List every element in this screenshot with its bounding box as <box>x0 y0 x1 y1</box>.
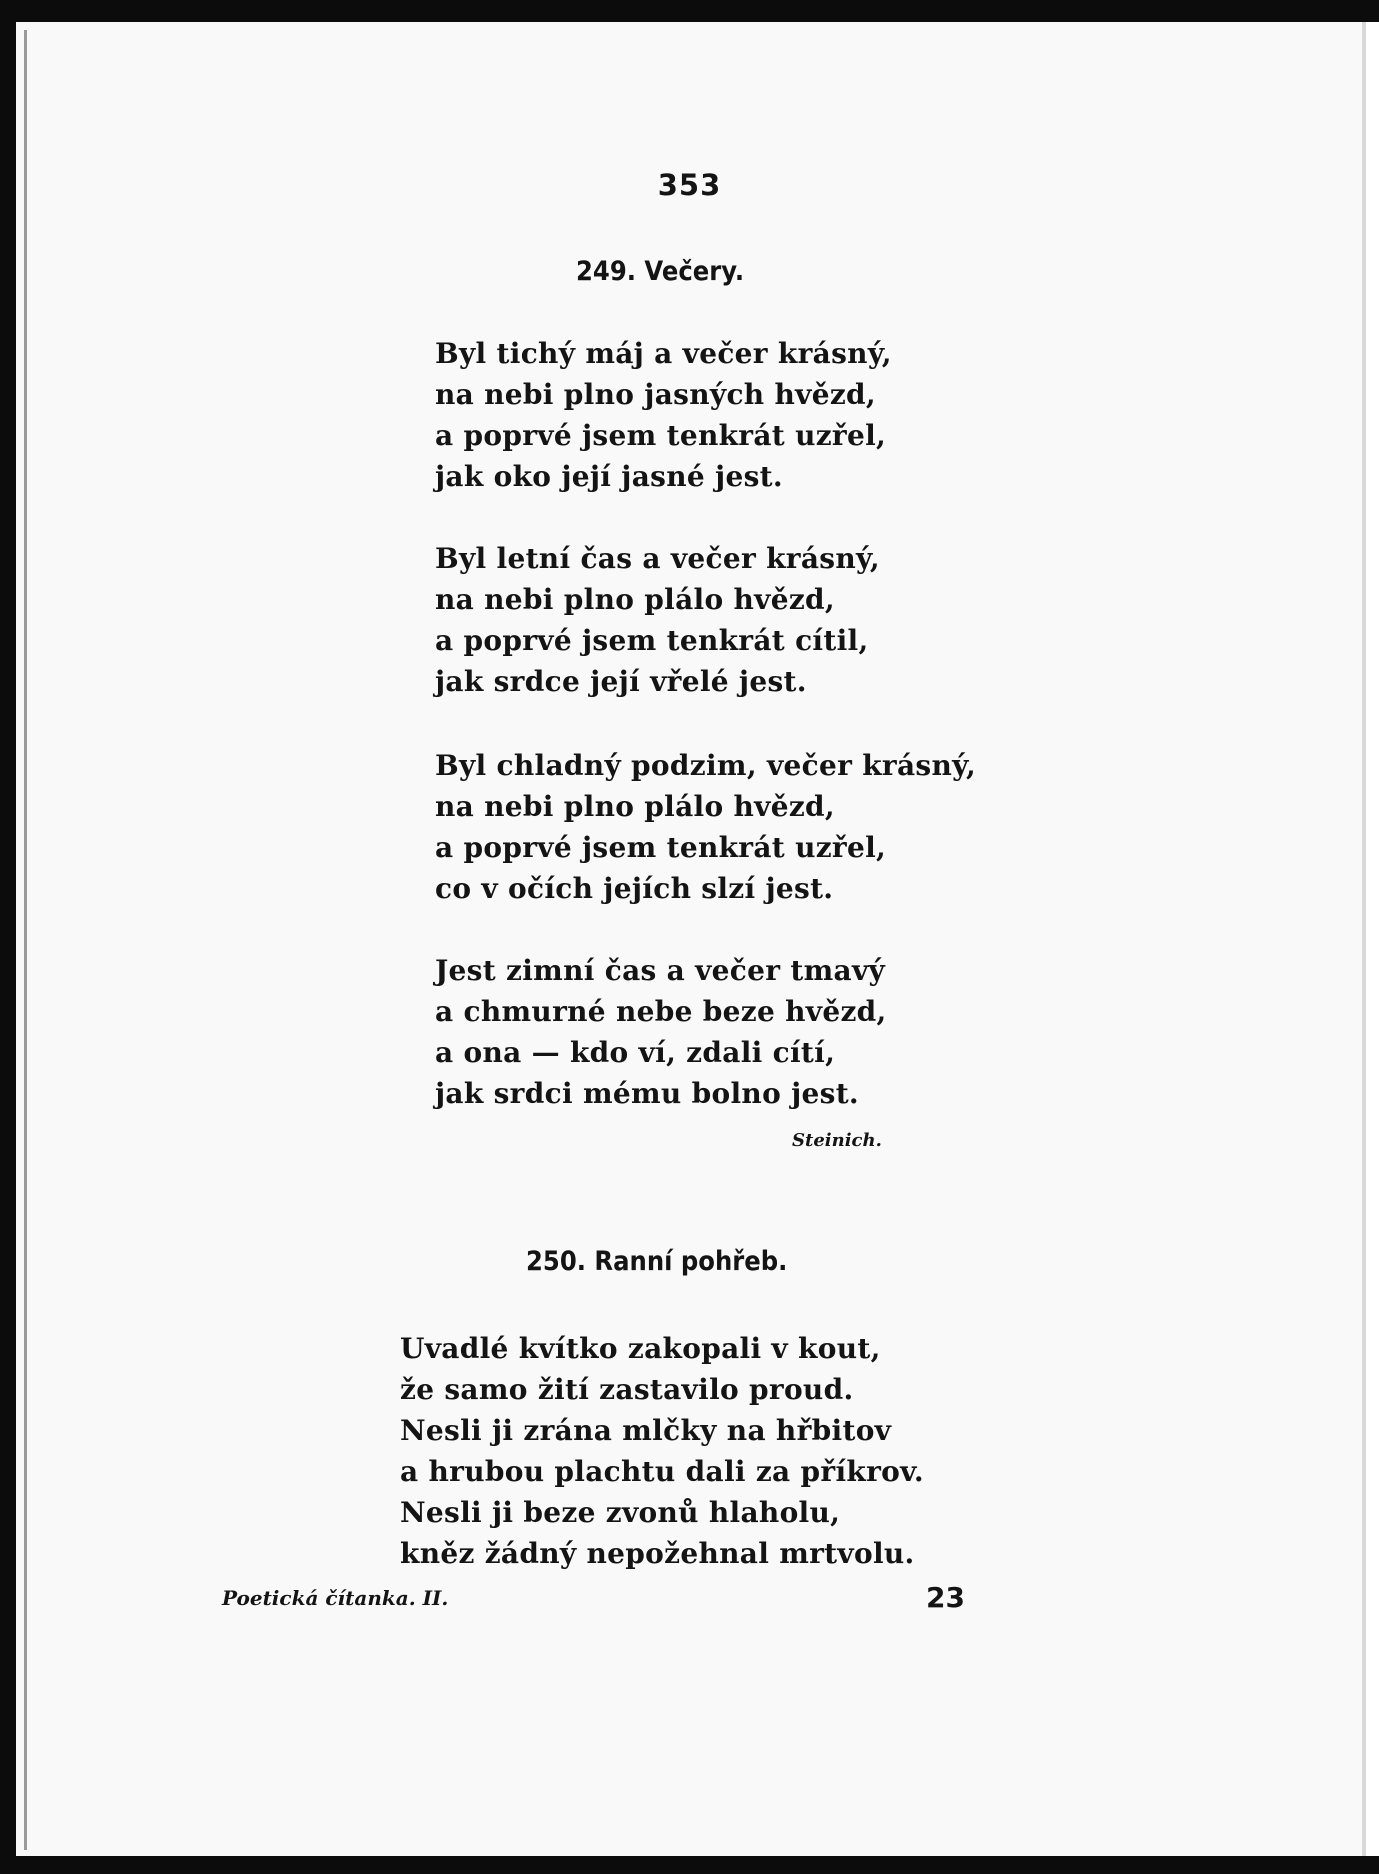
poem-line: Jest zimní čas a večer tmavý <box>435 954 886 987</box>
poem-line: jak oko její jasné jest. <box>435 460 783 493</box>
page-edge-line <box>24 30 27 1850</box>
poem-line: Nesli ji zrána mlčky na hřbitov <box>400 1414 892 1447</box>
poem-line: na nebi plno plálo hvězd, <box>435 790 835 823</box>
page-number: 353 <box>657 168 722 202</box>
poem-title-vecery: 249. Večery. <box>576 256 745 287</box>
poem-line: a chmurné nebe beze hvězd, <box>435 995 887 1028</box>
poem-line: že samo žití zastavilo proud. <box>400 1373 854 1406</box>
poem-line: a poprvé jsem tenkrát uzřel, <box>435 831 887 864</box>
poem-line: na nebi plno jasných hvězd, <box>435 378 876 411</box>
poem-line: na nebi plno plálo hvězd, <box>435 583 835 616</box>
poem-line: Byl chladný podzim, večer krásný, <box>435 749 977 782</box>
poem-line: a ona — kdo ví, zdali cítí, <box>435 1036 836 1069</box>
poem-line: Nesli ji beze zvonů hlaholu, <box>400 1496 841 1529</box>
page-right-edge <box>1362 22 1366 1856</box>
poem-line: a poprvé jsem tenkrát uzřel, <box>435 419 887 452</box>
poem-line: kněz žádný nepožehnal mrtvolu. <box>400 1537 915 1570</box>
poem-line: a hrubou plachtu dali za příkrov. <box>400 1455 924 1488</box>
scan-border-top <box>0 0 1379 22</box>
poem-author: Steinich. <box>792 1130 882 1151</box>
poem-line: Byl tichý máj a večer krásný, <box>435 337 892 370</box>
poem-line: jak srdci mému bolno jest. <box>435 1077 859 1110</box>
poem-line: a poprvé jsem tenkrát cítil, <box>435 624 869 657</box>
poem-line: jak srdce její vřelé jest. <box>435 665 807 698</box>
book-title-footer: Poetická čítanka. II. <box>222 1586 449 1610</box>
scan-border-left <box>0 0 16 1874</box>
poem-line: Byl letní čas a večer krásný, <box>435 542 880 575</box>
poem-title-ranni-pohreb: 250. Ranní pohřeb. <box>526 1246 788 1277</box>
poem-line: co v očích jejích slzí jest. <box>435 872 834 905</box>
signature-mark: 23 <box>926 1581 965 1614</box>
poem-line: Uvadlé kvítko zakopali v kout, <box>400 1332 881 1365</box>
scan-border-bottom <box>0 1856 1379 1874</box>
book-page <box>16 22 1364 1856</box>
